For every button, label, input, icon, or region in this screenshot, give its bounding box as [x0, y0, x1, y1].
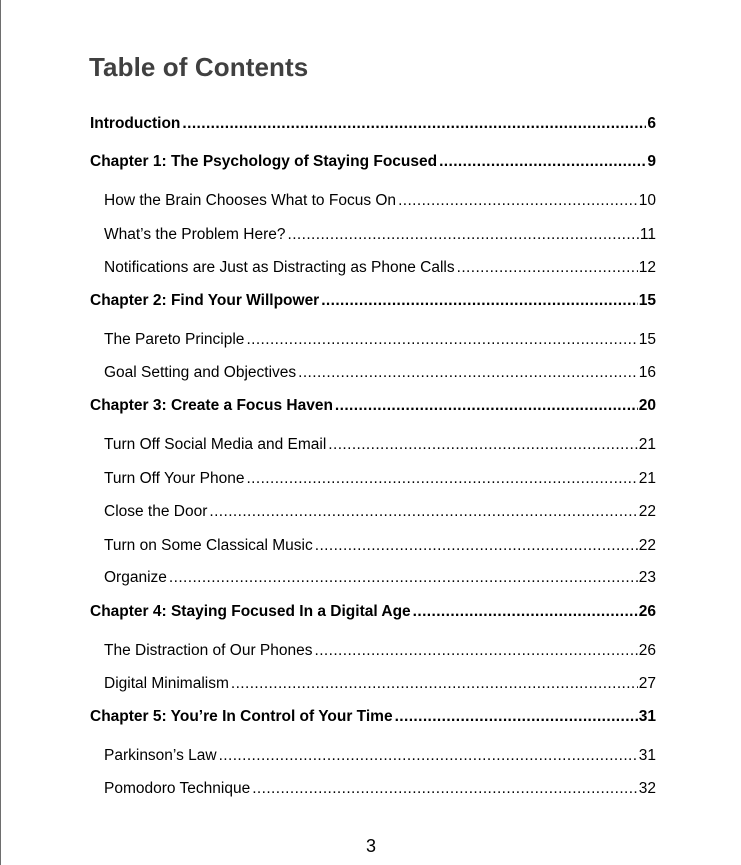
toc-section-entry: [104, 257, 656, 279]
toc-section-entry: [104, 640, 656, 662]
page-title: Table of Contents: [89, 52, 309, 82]
toc-entry-label: Organize: [104, 569, 167, 586]
toc-dot-leader: [252, 778, 638, 800]
toc-entry-page: 32: [638, 780, 656, 797]
page-number: 3: [365, 836, 376, 856]
toc-dot-leader: [298, 362, 638, 384]
toc-entry-label: How the Brain Chooses What to Focus On: [104, 192, 397, 209]
toc-section-entry: [104, 501, 656, 523]
toc-entry-page: 31: [638, 708, 656, 725]
toc-entry-label: What’s the Problem Here?: [104, 226, 286, 243]
toc-chapter-entry: [90, 395, 656, 417]
toc-dot-leader: [439, 151, 646, 173]
toc-dot-leader: [413, 601, 638, 623]
toc-entry-label: Chapter 5: You’re In Control of Your Time: [90, 708, 393, 725]
toc-entry-page: 11: [639, 226, 656, 243]
toc-entry-page: 22: [638, 537, 656, 554]
toc-dot-leader: [321, 290, 638, 312]
toc-dot-leader: [246, 329, 637, 351]
toc-entry-label: Digital Minimalism: [104, 675, 229, 692]
toc-chapter-entry: [90, 290, 656, 312]
toc-section-entry: [104, 329, 656, 351]
toc-entry-label: Notifications are Just as Distracting as Phone Calls: [104, 259, 455, 276]
toc-entry-label: Turn on Some Classical Music: [104, 537, 313, 554]
toc-section-entry: [104, 224, 656, 246]
toc-entry-page: 10: [638, 192, 656, 209]
toc-dot-leader: [457, 257, 638, 279]
toc-section-entry: [104, 468, 656, 490]
toc-section-entry: [104, 434, 656, 456]
toc-dot-leader: [315, 535, 638, 557]
toc-entry-page: 12: [638, 259, 656, 276]
toc-entry-label: Goal Setting and Objectives: [104, 364, 297, 381]
toc-entry-label: Turn Off Social Media and Email: [104, 436, 327, 453]
toc-entry-page: 22: [638, 503, 656, 520]
toc-entry-page: 20: [638, 397, 656, 414]
toc-chapter-entry: [90, 706, 656, 728]
toc-section-entry: [104, 190, 656, 212]
toc-entry-page: 16: [638, 364, 656, 381]
toc-entry-page: 31: [638, 747, 656, 764]
toc-dot-leader: [398, 190, 638, 212]
toc-entry-label: Chapter 1: The Psychology of Staying Focused: [90, 153, 438, 170]
toc-dot-leader: [395, 706, 638, 728]
toc-chapter-entry: [90, 601, 656, 623]
toc-dot-leader: [288, 224, 639, 246]
toc-entry-page: 27: [638, 675, 656, 692]
toc-dot-leader: [315, 640, 638, 662]
toc-entry-label: Introduction: [90, 115, 181, 132]
toc-entry-page: 21: [638, 436, 656, 453]
toc-chapter-entry: [90, 113, 656, 135]
toc-entry-label: The Pareto Principle: [104, 331, 245, 348]
toc-section-entry: [104, 535, 656, 557]
toc-dot-leader: [219, 745, 638, 767]
toc-entry-page: 15: [638, 292, 656, 309]
toc-dot-leader: [231, 673, 638, 695]
toc-entry-page: 26: [638, 642, 656, 659]
toc-entry-label: Parkinson’s Law: [104, 747, 217, 764]
toc-entry-label: Turn Off Your Phone: [104, 470, 245, 487]
toc-dot-leader: [335, 395, 638, 417]
toc-entry-label: Chapter 4: Staying Focused In a Digital Age: [90, 603, 411, 620]
toc-entry-page: 9: [647, 153, 656, 170]
toc-dot-leader: [182, 113, 646, 135]
toc-dot-leader: [246, 468, 637, 490]
toc-section-entry: [104, 778, 656, 800]
toc-chapter-entry: [90, 151, 656, 173]
toc-entry-page: 26: [638, 603, 656, 620]
toc-section-entry: [104, 673, 656, 695]
toc-entry-label: Chapter 3: Create a Focus Haven: [90, 397, 333, 414]
toc-entry-label: The Distraction of Our Phones: [104, 642, 313, 659]
toc-entry-page: 23: [638, 569, 656, 586]
toc-entry-label: Chapter 2: Find Your Willpower: [90, 292, 320, 309]
toc-section-entry: [104, 362, 656, 384]
toc-entry-page: 21: [638, 470, 656, 487]
toc-entry-label: Pomodoro Technique: [104, 780, 251, 797]
toc-dot-leader: [209, 501, 637, 523]
toc-dot-leader: [169, 567, 638, 589]
toc-entry-page: 6: [647, 115, 656, 132]
toc-entry-label: Close the Door: [104, 503, 208, 520]
toc-section-entry: [104, 745, 656, 767]
toc-dot-leader: [328, 434, 637, 456]
toc-entry-page: 15: [638, 331, 656, 348]
toc-section-entry: [104, 567, 656, 589]
